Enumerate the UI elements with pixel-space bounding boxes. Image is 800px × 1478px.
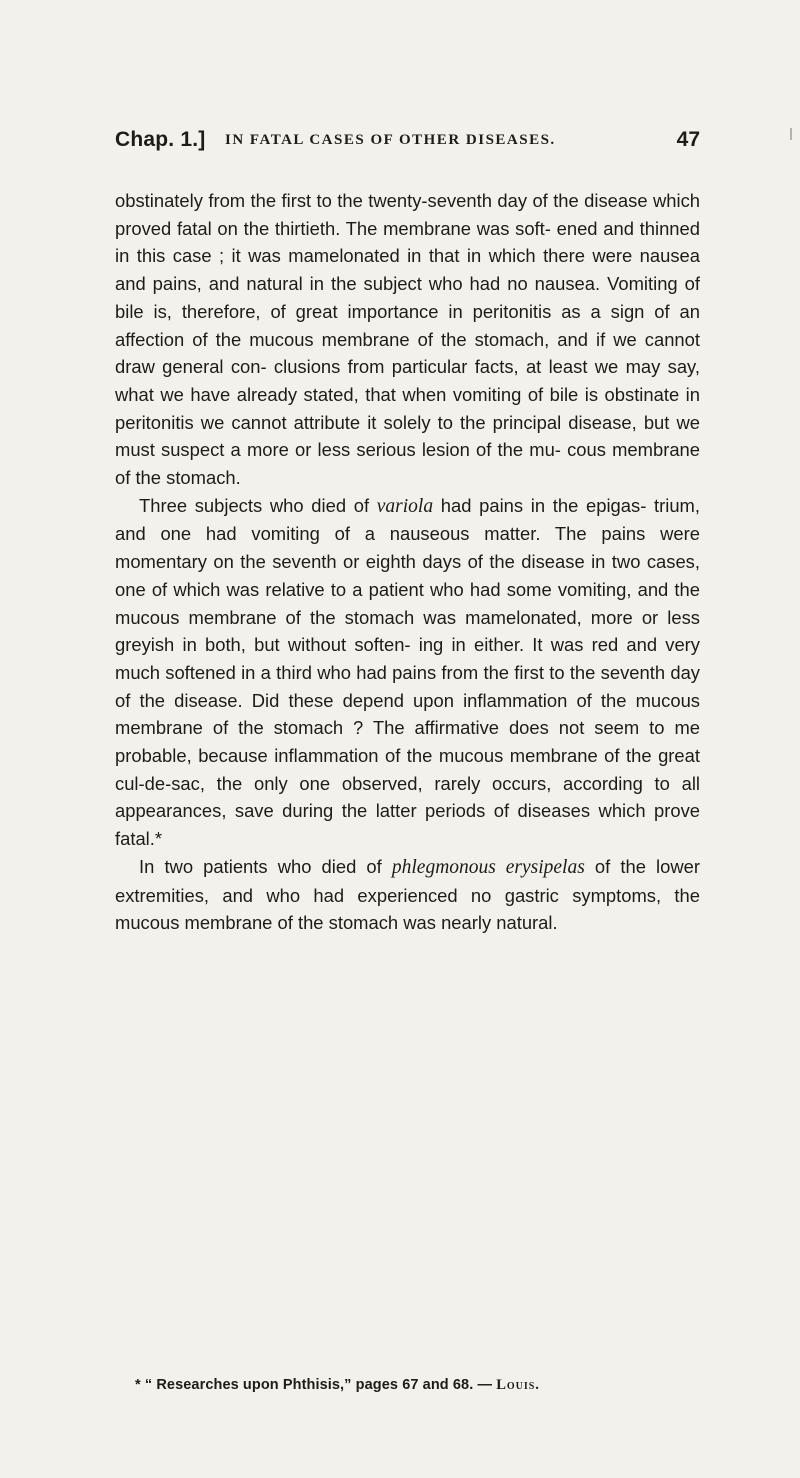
footnote-text: * “ Researches upon Phthisis,” pages 67 and 68. — [135,1377,497,1393]
paragraph-2-start: Three subjects who died of [139,494,377,516]
footnote-author: Louis. [496,1377,540,1393]
paragraph-3-rest: of the lower extremities, and who had experienced no gastric symptoms, the mucous membrane of the stomach was nearly natural. [115,855,700,934]
italic-term-erysipelas: phlegmonous erysipelas [391,856,585,878]
running-title: IN FATAL CASES OF OTHER DISEASES. [225,132,556,148]
paragraph-3-start: In two patients who died of [139,855,392,877]
paragraph-2 [115,492,700,853]
chapter-label: Chap. 1.] [115,128,206,151]
body-text [115,187,700,937]
paragraph-3 [115,853,700,937]
italic-term-variola: variola [376,495,434,517]
paragraph-1: obstinately from the first to the twenty-seventh day of the disease which proved fatal on the thirtieth. The membrane was soft- ened and thinned in this case ; it was mamelonated in that in which there were nausea and pains, and natural in the subject who had no nausea. Vomiting of bile is, therefore, of great importance in peritonitis as a sign of an affection of the mucous membrane of the stomach, and if we cannot draw general con- clusions from particular facts, at least we may say, what we have already stated, that when vomiting of bile is obstinate in peritonitis we cannot attribute it solely to the principal disease, but we must suspect a more or less serious lesion of the mu- cous membrane of the stomach. [115,190,700,489]
footnote [135,1377,540,1394]
page-speck [790,128,792,140]
page-number: 47 [676,128,700,151]
running-header [115,128,700,164]
paragraph-2-rest: had pains in the epigas- trium, and one had vomiting of a nauseous matter. The pains were momentary on the seventh or eighth days of the disease in two cases, one of which was relative to a patient who had some vomiting, and the mucous membrane of the stomach was mamelonated, more or less greyish in both, but without soften- ing in either. It was red and very much softened in a third who had pains from the first to the seventh day of the disease. Did these depend upon inflammation of the mucous membrane of the stomach ? The affirmative does not seem to me probable, because inflammation of the mucous membrane of the great cul-de-sac, the only one observed, rarely occurs, according to all appearances, save during the latter periods of diseases which prove fatal.* [115,494,700,850]
